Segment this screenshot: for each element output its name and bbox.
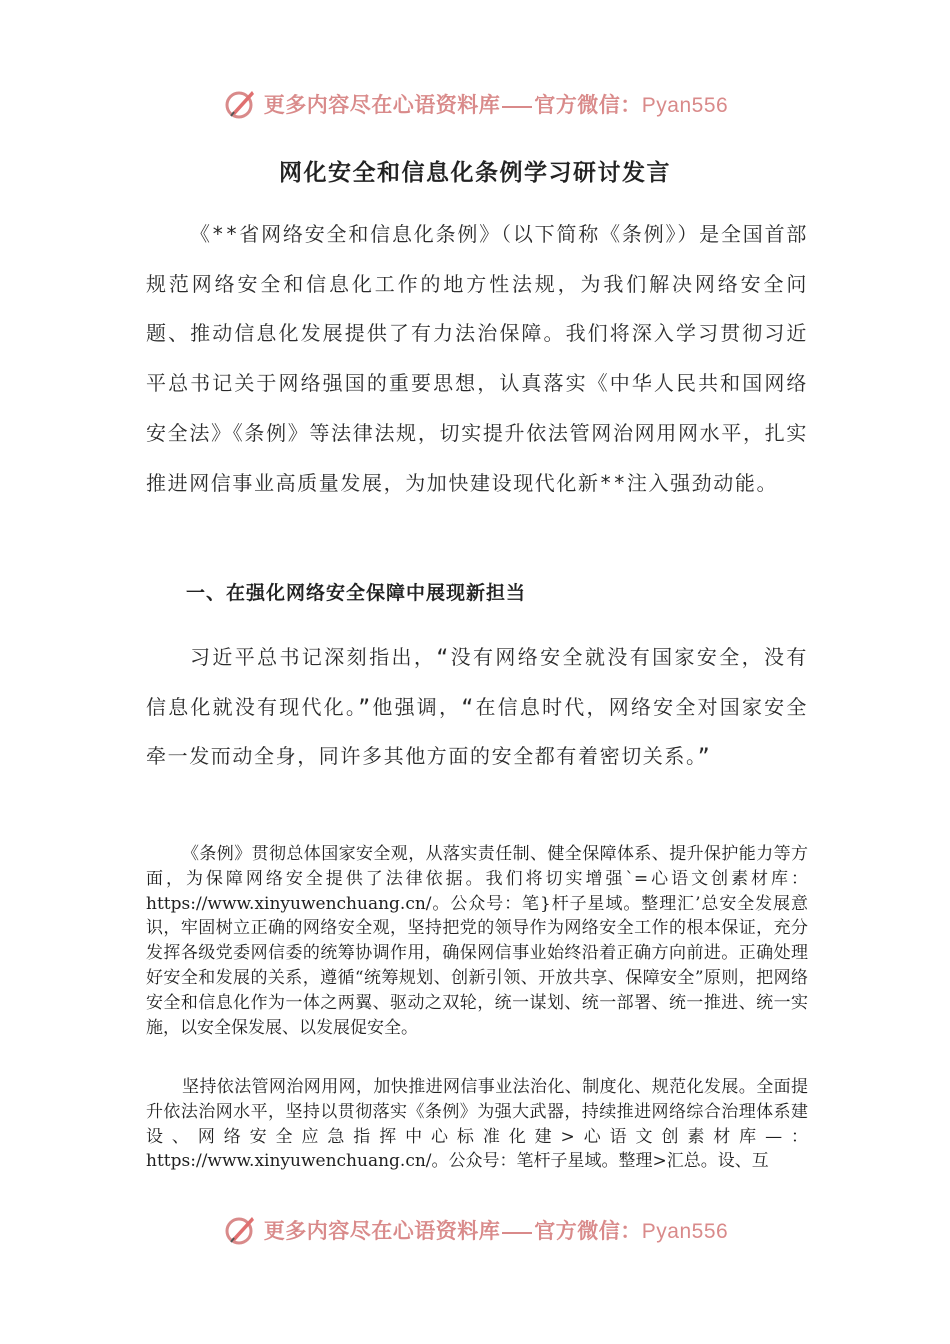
banner-separator — [502, 106, 532, 108]
banner-wechat-id: Pyan556 — [641, 94, 729, 117]
paragraph-intro: 《**省网络安全和信息化条例》（以下简称《条例》）是全国首部规范网络安全和信息化工作的地方性法规，为我们解决网络安全问题、推动信息化发展提供了有力法治保障。我们将深入学习贯彻习近平总书记关于网络强国的重要思想，认真落实《中华人民共和国网络安全法》《条例》等法律法规，切实提升依法管网治网用网水平，扎实推进网信事业高质量发展，为加快建设现代化新**注入强劲动能。 — [146, 222, 808, 495]
quill-logo-icon — [222, 1212, 258, 1248]
banner-text: 更多内容尽在心语资料库 官方微信：Pyan556 — [263, 1218, 729, 1243]
paragraph-law-governance: 坚持依法管网治网用网，加快推进网信事业法治化、制度化、规范化发展。全面提升依法治网水平，坚持以贯彻落实《条例》为强大武器，持续推进网络综合治理体系建设、网络安全应急指挥中心标准化建>心语文创素材库—：https://www.xinyuwenchuang.cn/。公众号：笔杆子星域。整理>汇总。设、互 — [146, 1077, 808, 1172]
banner-separator — [502, 1232, 532, 1234]
watermark-banner-top — [0, 84, 950, 124]
banner-text: 更多内容尽在心语资料库 官方微信：Pyan556 — [263, 92, 729, 117]
document-title: 网化安全和信息化条例学习研讨发言 — [279, 160, 671, 186]
watermark-banner-bottom — [0, 1210, 950, 1250]
paragraph-regulation: 《条例》贯彻总体国家安全观，从落实责任制、健全保障体系、提升保护能力等方面，为保障网络安全提供了法律依据。我们将切实增强`=心语文创素材库：https://www.xinyuwenchuang.cn/。公众号：笔}杆子星域。整理汇’总安全发展意识，牢固树立正确的网络安全观，坚持把党的领导作为网络安全工作的根本保证，充分发挥各级党委网信委的统筹协调作用，确保网信事业始终沿着正确方向前进。正确处理好安全和发展的关系，遵循“统筹规划、创新引领、开放共享、保障安全”原则，把网络安全和信息化作为一体之两翼、驱动之双轮，统一谋划、统一部署、统一推进、统一实施，以安全保发展、以发展促安全。 — [146, 844, 808, 1038]
banner-wechat-id: Pyan556 — [641, 1220, 729, 1243]
quill-logo-icon — [222, 86, 258, 122]
paragraph-quote: 习近平总书记深刻指出，“没有网络安全就没有国家安全，没有信息化就没有现代化。”他强调，“在信息时代，网络安全对国家安全牵一发而动全身，同许多其他方面的安全都有着密切关系。” — [146, 645, 808, 769]
section-heading-1: 一、在强化网络安全保障中展现新担当 — [186, 582, 527, 604]
